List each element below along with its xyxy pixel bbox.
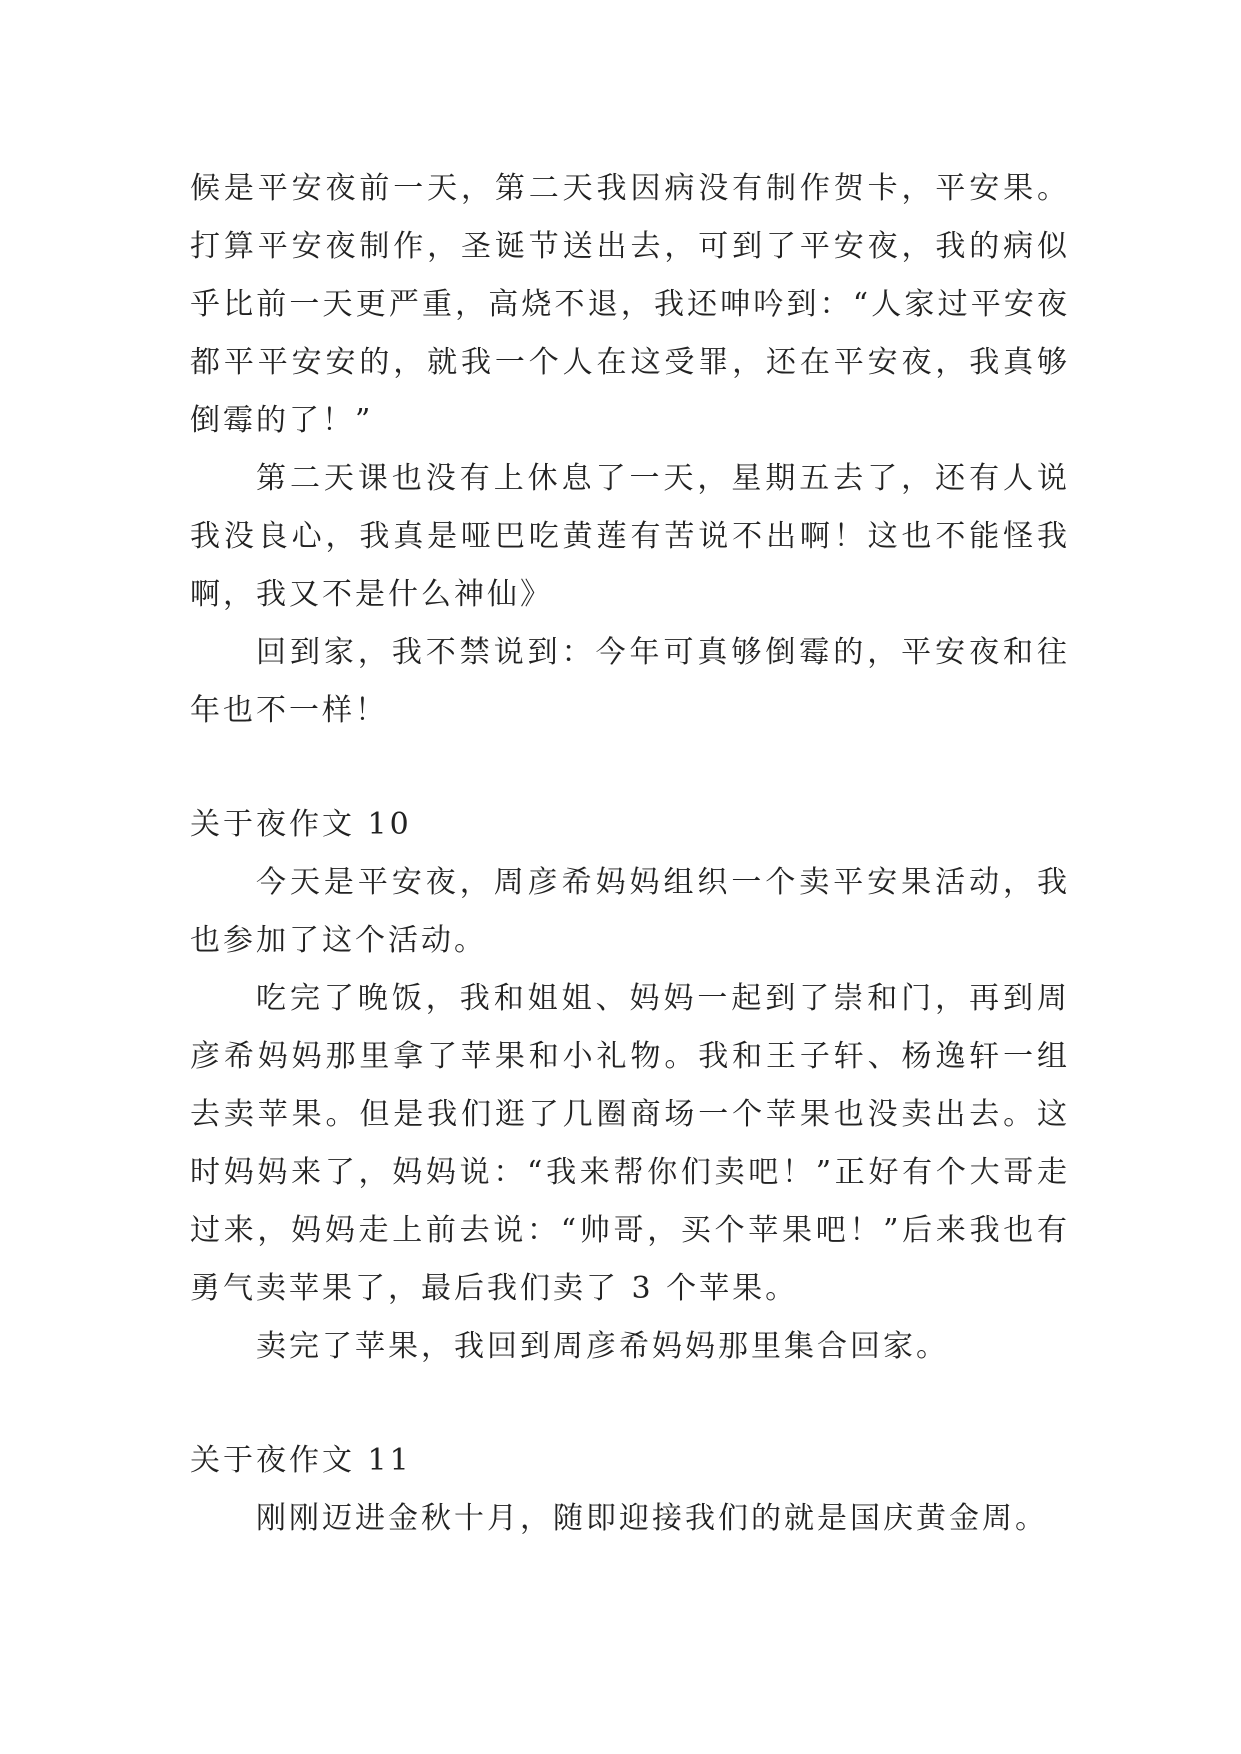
paragraph: 今天是平安夜，周彦希妈妈组织一个卖平安果活动，我也参加了这个活动。 <box>190 865 1070 958</box>
paragraph: 刚刚迈进金秋十月，随即迎接我们的就是国庆黄金周。 <box>256 1501 1048 1536</box>
paragraph: 回到家，我不禁说到：今年可真够倒霉的，平安夜和往年也不一样！ <box>190 635 1070 728</box>
document-body <box>190 160 1070 1548</box>
paragraph: 吃完了晚饭，我和姐姐、妈妈一起到了崇和门，再到周彦希妈妈那里拿了苹果和小礼物。我和王子轩、杨逸轩一组去卖苹果。但是我们逛了几圈商场一个苹果也没卖出去。这时妈妈来了，妈妈说：“我来帮你们卖吧！”正好有个大哥走过来，妈妈走上前去说：“帅哥，买个苹果吧！”后来我也有勇气卖苹果了，最后我们卖了 3 个苹果。 <box>190 981 1070 1306</box>
paragraph: 第二天课也没有上休息了一天，星期五去了，还有人说我没良心，我真是哑巴吃黄莲有苦说不出啊！这也不能怪我啊，我又不是什么神仙》 <box>190 461 1070 612</box>
section-gap <box>190 740 1070 796</box>
paragraph: 卖完了苹果，我回到周彦希妈妈那里集合回家。 <box>256 1329 949 1364</box>
section-heading: 关于夜作文 11 <box>190 1443 412 1478</box>
section-heading: 关于夜作文 10 <box>190 807 412 842</box>
section-gap <box>190 1376 1070 1432</box>
paragraph: 候是平安夜前一天，第二天我因病没有制作贺卡，平安果。打算平安夜制作，圣诞节送出去，可到了平安夜，我的病似乎比前一天更严重，高烧不退，我还呻吟到：“人家过平安夜都平平安安的，就我一个人在这受罪，还在平安夜，我真够倒霉的了！” <box>190 171 1070 438</box>
